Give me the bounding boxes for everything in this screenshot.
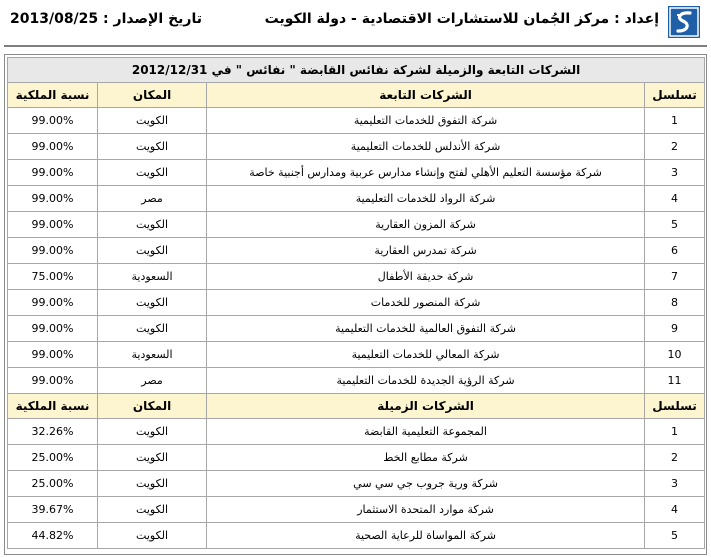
column-header-companies: الشركات التابعة: [207, 83, 645, 108]
ownership-cell: 39.67%: [8, 497, 98, 523]
serial-number-cell: 7: [645, 264, 705, 290]
company-name-cell: شركة تمدرس العقارية: [207, 238, 645, 264]
associate-row: [8, 419, 705, 445]
company-name-cell: شركة المنصور للخدمات: [207, 290, 645, 316]
company-name-cell: شركة حديقة الأطفال: [207, 264, 645, 290]
ownership-cell: 25.00%: [8, 445, 98, 471]
serial-number-cell: 5: [645, 212, 705, 238]
location-cell: الكويت: [98, 212, 207, 238]
ownership-cell: 25.00%: [8, 471, 98, 497]
subsidiary-row: [8, 342, 705, 368]
subsidiaries-header-row: [8, 83, 705, 108]
subsidiaries-associates-table: [7, 57, 705, 549]
ownership-cell: 99.00%: [8, 342, 98, 368]
serial-number-cell: 5: [645, 523, 705, 549]
subsidiary-row: [8, 238, 705, 264]
serial-number-cell: 1: [645, 419, 705, 445]
company-name-cell: شركة مؤسسة التعليم الأهلي لفتح وإنشاء مدارس عربية ومدارس أجنبية خاصة: [207, 160, 645, 186]
ownership-cell: 99.00%: [8, 368, 98, 394]
associate-row: [8, 497, 705, 523]
company-name-cell: شركة الرؤية الجديدة للخدمات التعليمية: [207, 368, 645, 394]
issue-date: تاريخ الإصدار : 2013/08/25: [10, 11, 202, 27]
ownership-cell: 99.00%: [8, 238, 98, 264]
column-header-serial: تسلسل: [645, 394, 705, 419]
ownership-cell: 99.00%: [8, 186, 98, 212]
serial-number-cell: 6: [645, 238, 705, 264]
associate-row: [8, 445, 705, 471]
subsidiary-row: [8, 186, 705, 212]
company-name-cell: شركة موارد المتحدة الاستثمار: [207, 497, 645, 523]
company-name-cell: شركة ورية جروب جي سي سي: [207, 471, 645, 497]
column-header-ownership: نسبة الملكية: [8, 394, 98, 419]
ownership-cell: 99.00%: [8, 212, 98, 238]
ownership-cell: 99.00%: [8, 316, 98, 342]
table-body: [8, 83, 705, 549]
location-cell: الكويت: [98, 316, 207, 342]
company-name-cell: شركة الأندلس للخدمات التعليمية: [207, 134, 645, 160]
location-cell: الكويت: [98, 445, 207, 471]
company-name-cell: شركة المزون العقارية: [207, 212, 645, 238]
serial-number-cell: 2: [645, 134, 705, 160]
serial-number-cell: 9: [645, 316, 705, 342]
column-header-serial: تسلسل: [645, 83, 705, 108]
ownership-cell: 75.00%: [8, 264, 98, 290]
serial-number-cell: 3: [645, 160, 705, 186]
associate-row: [8, 471, 705, 497]
location-cell: الكويت: [98, 497, 207, 523]
serial-number-cell: 2: [645, 445, 705, 471]
ownership-cell: 99.00%: [8, 108, 98, 134]
associates-header-row: [8, 394, 705, 419]
location-cell: السعودية: [98, 342, 207, 368]
serial-number-cell: 3: [645, 471, 705, 497]
location-cell: الكويت: [98, 523, 207, 549]
serial-number-cell: 1: [645, 108, 705, 134]
ownership-cell: 99.00%: [8, 160, 98, 186]
associate-row: [8, 523, 705, 549]
location-cell: الكويت: [98, 134, 207, 160]
subsidiary-row: [8, 264, 705, 290]
company-name-cell: شركة التفوق للخدمات التعليمية: [207, 108, 645, 134]
subsidiary-row: [8, 108, 705, 134]
location-cell: الكويت: [98, 238, 207, 264]
serial-number-cell: 4: [645, 186, 705, 212]
prepared-by: إعداد : مركز الجُمان للاستشارات الاقتصادية - دولة الكويت: [264, 11, 659, 27]
header-divider: [4, 45, 707, 47]
company-name-cell: المجموعة التعليمية القابضة: [207, 419, 645, 445]
subsidiary-row: [8, 316, 705, 342]
company-name-cell: شركة الرواد للخدمات التعليمية: [207, 186, 645, 212]
serial-number-cell: 11: [645, 368, 705, 394]
table-title: الشركات التابعة والزميلة لشركة نفائس القابضة " نفائس " في 2012/12/31: [8, 58, 705, 83]
location-cell: الكويت: [98, 290, 207, 316]
location-cell: مصر: [98, 186, 207, 212]
location-cell: الكويت: [98, 471, 207, 497]
subsidiary-row: [8, 290, 705, 316]
serial-number-cell: 4: [645, 497, 705, 523]
company-name-cell: شركة المعالي للخدمات التعليمية: [207, 342, 645, 368]
column-header-location: المكان: [98, 83, 207, 108]
column-header-companies: الشركات الزميلة: [207, 394, 645, 419]
column-header-ownership: نسبة الملكية: [8, 83, 98, 108]
report-header: [0, 0, 711, 44]
subsidiary-row: [8, 160, 705, 186]
company-name-cell: شركة التفوق العالمية للخدمات التعليمية: [207, 316, 645, 342]
location-cell: الكويت: [98, 160, 207, 186]
ownership-cell: 99.00%: [8, 134, 98, 160]
subsidiary-row: [8, 368, 705, 394]
serial-number-cell: 10: [645, 342, 705, 368]
company-name-cell: شركة مطابع الخط: [207, 445, 645, 471]
location-cell: الكويت: [98, 108, 207, 134]
column-header-location: المكان: [98, 394, 207, 419]
subsidiary-row: [8, 134, 705, 160]
ownership-cell: 32.26%: [8, 419, 98, 445]
serial-number-cell: 8: [645, 290, 705, 316]
location-cell: مصر: [98, 368, 207, 394]
ownership-cell: 44.82%: [8, 523, 98, 549]
company-name-cell: شركة المواساة للرعاية الصحية: [207, 523, 645, 549]
ownership-cell: 99.00%: [8, 290, 98, 316]
location-cell: السعودية: [98, 264, 207, 290]
subsidiary-row: [8, 212, 705, 238]
aljuman-logo-icon: [668, 6, 700, 38]
location-cell: الكويت: [98, 419, 207, 445]
